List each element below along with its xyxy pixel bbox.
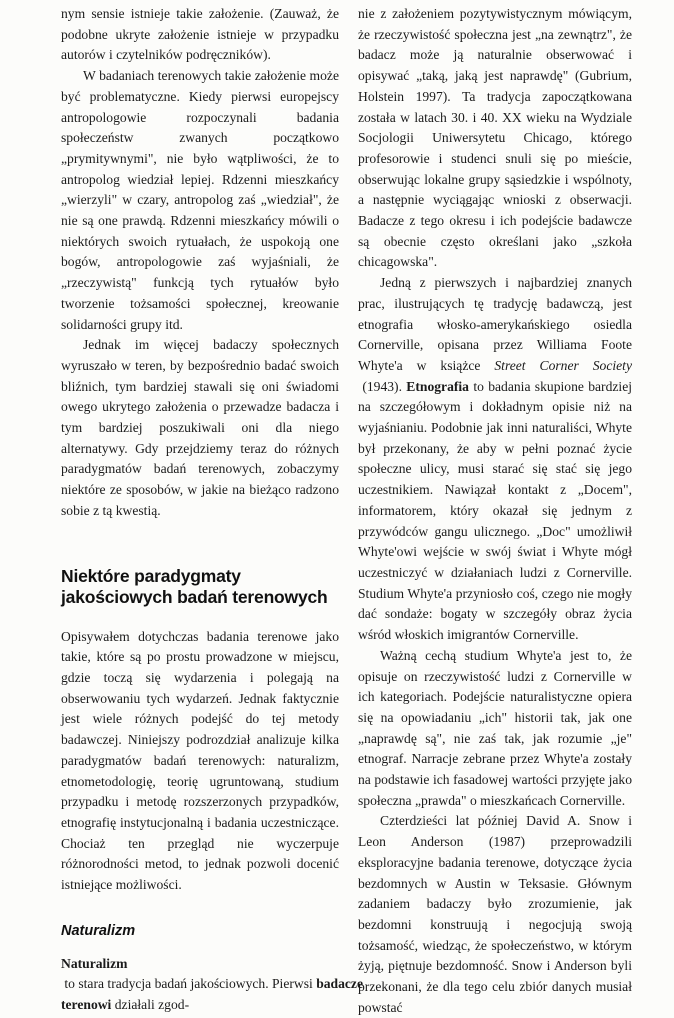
paragraph: Jednak im więcej badaczy społecznych wyruszało w teren, by bezpośrednio badać swoich bliźnich, tym bardziej stawali się oni świadomi owego ukrytego założenia o przewadze badacza i tym bardziej poszukiwali oni dla niego alternatywy. Gdy przejdziemy teraz do różnych paradygmatów badań terenowych, zobaczymy niektóre ze sposobów, w jakie na bieżąco radzono sobie z tą kwestią. <box>61 337 339 518</box>
text-run: działali zgod- <box>111 997 190 1013</box>
text-run: to stara tradycja badań jakościowych. Pierwsi <box>61 976 317 992</box>
key-term: Etnografia <box>406 378 469 394</box>
paragraph: W badaniach terenowych takie założenie może być problematyczne. Kiedy pierwsi europejscy antropologowie rozpoczynali badania społeczeństw zwanych początkowo „prymitywnymi", nie było wątpliwości, że to antropolog wiedział lepiej. Rdzenni mieszkańcy „wierzyli" w czary, antropolog zaś „wiedział", że nie są one prawdą. Rdzenni mieszkańcy mówili o niektórych swoich rytuałach, że uspokoją one bogów, antropologowie zaś wyjaśniali, że „rzeczywistą" funkcją tych rytuałów było tworzenie tożsamości społecznej, kreowanie solidarności grupy itd. <box>61 68 339 332</box>
text-run: to badania skupione bardziej na szczegółowym i dokładnym opisie niż na wyjaśnianiu. Podobnie jak inni naturaliści, Whyte był przekonany, że aby w pełni poznać życie społeczne ulicy, musi starać się stać się jego uczestnikiem. Nawiązał kontakt z „Docem", informatorem, który okazał się jednym z przywódców gangu ulicznego. „Doc" umożliwił Whyte'owi wejście w swój świat i Whyte mógł uczestniczyć w działaniach ludzi z Cornerville. Studium Whyte'a przyniosło coś, czego nie mogły dać sondaże: bogaty w szczegóły obraz życia wśród włoskich imigrantów Cornerville. <box>358 378 632 643</box>
paragraph: Ważną cechą studium Whyte'a jest to, że opisuje on rzeczywistość ludzi z Cornerville w ich kategoriach. Podejście naturalistyczne opiera się na opowiadaniu „ich" historii tak, jak one „naprawdę są", nie zaś tak, jak rozumie „je" etnograf. Narracje zebrane przez Whyte'a zostały na podstawie ich fasadowej wartości przyjęte jako społeczna „prawda" o mieszkańcach Cornerville. <box>358 647 632 808</box>
paragraph: nym sensie istnieje takie założenie. (Zauważ, że podobne ukryte założenie istnieje w przypadku autorów i czytelników podręczników). <box>61 6 339 63</box>
paragraph <box>61 954 364 1016</box>
paragraph: Opisywałem dotychczas badania terenowe jako takie, które są po prostu prowadzone w miejscu, gdzie toczą się wydarzenia i polegają na obserwowaniu tych wydarzeń. Jednak faktycznie jest wiele różnych podejść do tej metody badawczej. Niniejszy podrozdział analizuje kilka paradygmatów badań terenowych: naturalizm, etnometodologię, teorię ugruntowaną, studium przypadku i metodę rozszerzonych przypadków, etnografię instytucjonalną i badania uczestniczące. Chociaż ten przegląd nie wyczerpuje różnorodności metod, to jednak pozwoli docenić istniejące możliwości. <box>61 628 339 893</box>
paragraph <box>358 273 632 646</box>
right-column <box>358 4 632 1018</box>
subsection-heading: Naturalizm <box>61 922 136 939</box>
paragraph: nie z założeniem pozytywistycznym mówiącym, że rzeczywistość społeczna jest „na zewnątrz", że badacz może ją naturalnie obserwować i opisywać „taką, jaką jest naprawdę" (Gubrium, Holstein 1997). Ta tradycja zapoczątkowana została w latach 30. i 40. XX wieku na Wydziale Socjologii Uniwersytetu Chicago, którego profesorowie i studenci snuli się po mieście, obserwując lokalne grupy sąsiedzkie i wspólnoty, a następnie wyciągając wnioski z obserwacji. Badacze z tego okresu i ich podejście badawcze są obecnie często określani jako „szkoła chicagowska". <box>358 6 632 270</box>
section-heading-line: Niektóre paradygmaty <box>61 565 241 586</box>
section-heading-line: jakościowych badań terenowych <box>61 586 328 607</box>
left-column <box>61 4 364 1016</box>
text-run: (1943). <box>358 378 407 394</box>
key-term: badacze terenowi <box>61 976 364 1013</box>
key-term: Naturalizm <box>61 955 128 971</box>
book-title: Street Corner Society <box>494 357 632 373</box>
text-run: Jedną z pierwszych i najbardziej znanych prac, ilustrujących tę tradycję badawczą, jest etnografia włosko-amerykańskiego osiedla Cornerville, opisana przez Williama Foote Whyte'a w książce <box>358 275 632 373</box>
section-heading <box>61 566 339 608</box>
paragraph: Czterdzieści lat później David A. Snow i Leon Anderson (1987) przeprowadzili eksploracyjne badania terenowe, dotyczące życia bezdomnych w Austin w Teksasie. Głównym zadaniem badaczy było zrozumienie, jak bezdomni konstruują i negocjują swoją tożsamość, wiedząc, że społeczeństwo, w którym żyją, piętnuje bezdomność. Snow i Anderson byli przekonani, że dla tego celu zbiór danych musiał powstać <box>358 813 632 1015</box>
